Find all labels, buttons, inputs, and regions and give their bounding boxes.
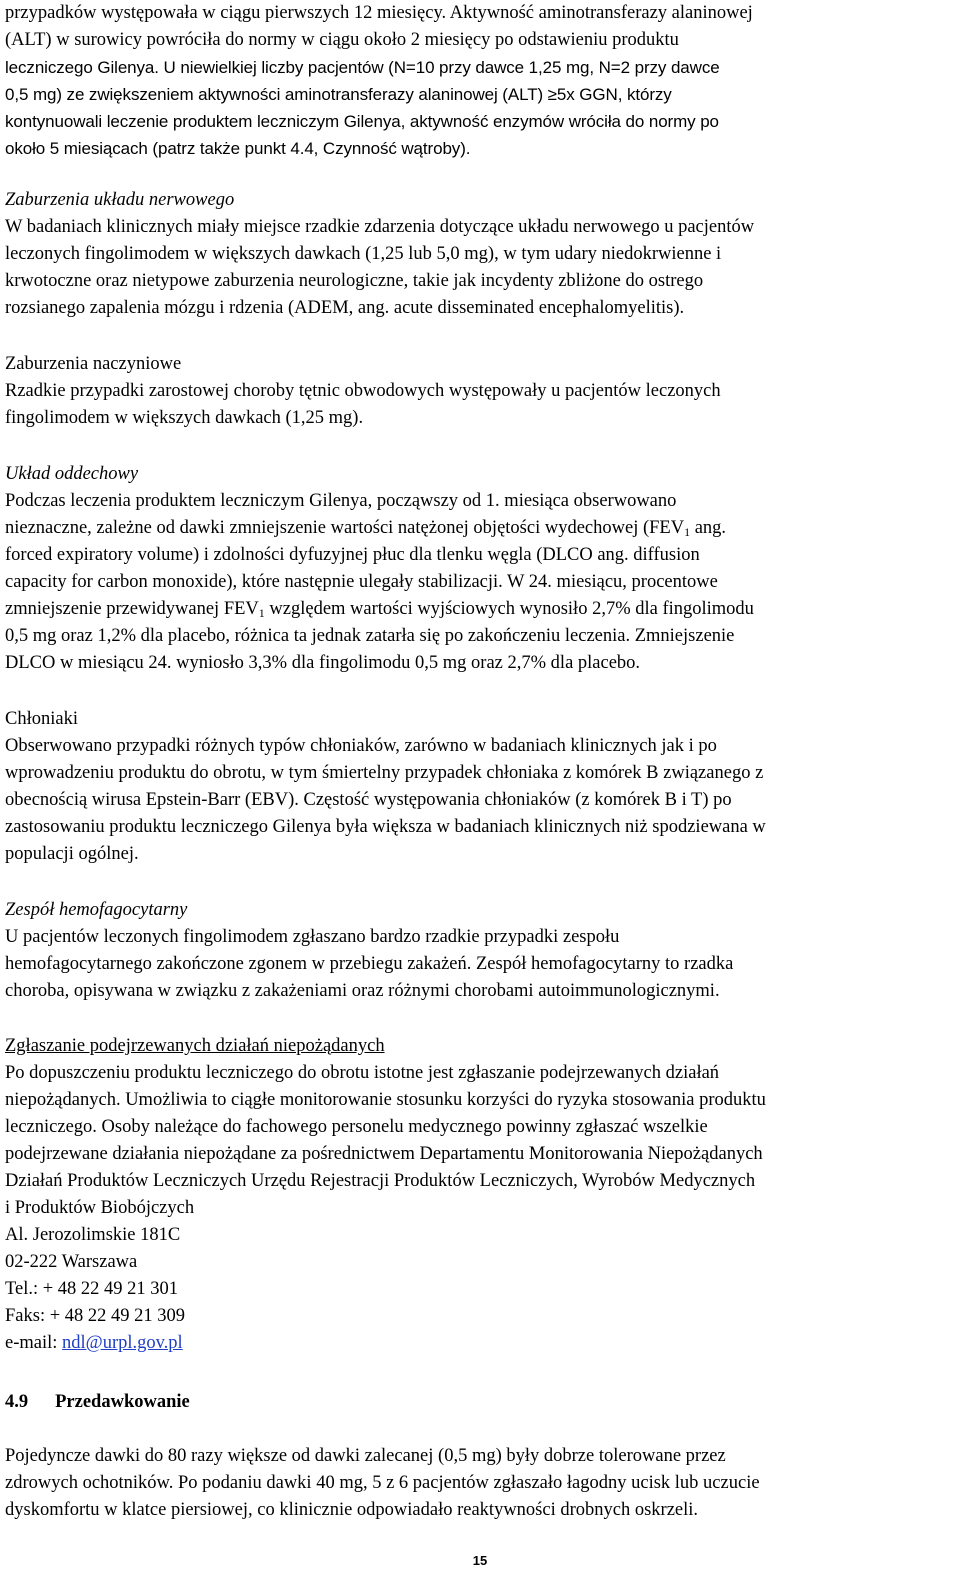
text-line: forced expiratory volume) i zdolności dyfuzyjnej płuc dla tlenku węgla (DLCO ang. diffusion <box>5 545 700 565</box>
respiratory-section <box>5 461 957 677</box>
page-number: 15 <box>472 1553 488 1568</box>
text-line: capacity for carbon monoxide), które następnie ulegały stabilizacji. W 24. miesiącu, procentowe <box>5 572 718 592</box>
text-fragment: względem wartości wyjściowych wynosiło 2,7% dla fingolimodu <box>264 599 754 619</box>
text-line: krwotoczne oraz nietypowe zaburzenia neurologiczne, takie jak incydenty zbliżone do ostrego <box>5 271 704 291</box>
text-line: Pojedyncze dawki do 80 razy większe od dawki zalecanej (0,5 mg) były dobrze tolerowane przez <box>5 1446 726 1466</box>
text-line: Działań Produktów Leczniczych Urzędu Rejestracji Produktów Leczniczych, Wyrobów Medycznych <box>5 1171 756 1191</box>
text-line: niepożądanych. Umożliwia to ciągłe monitorowanie stosunku korzyści do ryzyka stosowania produktu <box>5 1090 766 1110</box>
phone-line: Tel.: + 48 22 49 21 301 <box>5 1279 179 1299</box>
section-heading-hemophagocytic: Zespół hemofagocytarny <box>5 900 188 920</box>
text-line: Podczas leczenia produktem leczniczym Gilenya, począwszy od 1. miesiąca obserwowano <box>5 491 677 511</box>
section-heading-respiratory: Układ oddechowy <box>5 464 139 484</box>
vascular-section <box>5 351 957 432</box>
section-title: Przedawkowanie <box>55 1392 190 1412</box>
city-line: 02-222 Warszawa <box>5 1252 138 1272</box>
text-line: Obserwowano przypadki różnych typów chłoniaków, zarówno w badaniach klinicznych jak i po <box>5 736 717 756</box>
text-line: podejrzewane działania niepożądane za pośrednictwem Departamentu Monitorowania Niepożądanych <box>5 1144 763 1164</box>
email-link[interactable]: ndl@urpl.gov.pl <box>62 1333 183 1353</box>
text-line: Po dopuszczeniu produktu leczniczego do obrotu istotne jest zgłaszanie podejrzewanych działań <box>5 1063 720 1083</box>
text-line: leczniczego Gilenya. U niewielkiej liczby pacjentów (N=10 przy dawce 1,25 mg, N=2 przy dawce <box>5 58 720 77</box>
text-line: obecnością wirusa Epstein-Barr (EBV). Częstość występowania chłoniaków (z komórek B i T) po <box>5 790 732 810</box>
subscript: 1 <box>258 606 265 620</box>
text-line <box>5 515 957 542</box>
text-line: U pacjentów leczonych fingolimodem zgłaszano bardzo rzadkie przypadki zespołu <box>5 927 620 947</box>
subscript: 1 <box>684 525 691 539</box>
section-heading-reporting: Zgłaszanie podejrzewanych działań niepożądanych <box>5 1036 385 1056</box>
text-line: około 5 miesiącach (patrz także punkt 4.4, Czynność wątroby). <box>5 139 471 158</box>
text-line: zastosowaniu produktu leczniczego Gilenya była większa w badaniach klinicznych niż spodziewana w <box>5 817 766 837</box>
text-line: hemofagocytarnego zakończone zgonem w przebiegu zakażeń. Zespół hemofagocytarny to rzadka <box>5 954 734 974</box>
text-line: wprowadzeniu produktu do obrotu, w tym śmiertelny przypadek chłoniaka z komórek B związanego z <box>5 763 764 783</box>
intro-paragraph <box>5 0 957 162</box>
lymphoma-section <box>5 706 957 868</box>
email-line <box>5 1330 957 1357</box>
text-line: rozsianego zapalenia mózgu i rdzenia (ADEM, ang. acute disseminated encephalomyelitis). <box>5 298 685 318</box>
text-fragment: zmniejszenie przewidywanej FEV <box>5 599 259 619</box>
text-line: leczniczego. Osoby należące do fachowego personelu medycznego powinny zgłaszać wszelkie <box>5 1117 708 1137</box>
nervous-system-section <box>5 187 957 322</box>
text-line: i Produktów Biobójczych <box>5 1198 195 1218</box>
section-heading-overdose <box>5 1389 957 1416</box>
text-line: Rzadkie przypadki zarostowej choroby tętnic obwodowych występowały u pacjentów leczonych <box>5 381 721 401</box>
section-heading-vascular: Zaburzenia naczyniowe <box>5 354 182 374</box>
address-line: Al. Jerozolimskie 181C <box>5 1225 181 1245</box>
text-fragment: ang. <box>690 518 727 538</box>
text-line: kontynuowali leczenie produktem leczniczym Gilenya, aktywność enzymów wróciła do normy po <box>5 112 719 131</box>
text-line: choroba, opisywana w związku z zakażeniami oraz różnymi chorobami autoimmunologicznymi. <box>5 981 720 1001</box>
text-line: DLCO w miesiącu 24. wyniosło 3,3% dla fingolimodu 0,5 mg oraz 2,7% dla placebo. <box>5 653 641 673</box>
section-heading-nervous: Zaburzenia układu nerwowego <box>5 190 235 210</box>
section-heading-lymphoma: Chłoniaki <box>5 709 78 729</box>
reporting-section <box>5 1033 957 1357</box>
section-number: 4.9 <box>5 1392 29 1412</box>
fax-line: Faks: + 48 22 49 21 309 <box>5 1306 186 1326</box>
text-fragment: nieznaczne, zależne od dawki zmniejszenie wartości natężonej objętości wydechowej (FEV <box>5 518 685 538</box>
email-label: e-mail: <box>5 1333 63 1353</box>
text-line: 0,5 mg) ze zwiększeniem aktywności aminotransferazy alaninowej (ALT) ≥5x GGN, którzy <box>5 85 672 104</box>
hemophagocytic-section <box>5 897 957 1005</box>
text-line: populacji ogólnej. <box>5 844 139 864</box>
text-line <box>5 596 957 623</box>
text-line: leczonych fingolimodem w większych dawkach (1,25 lub 5,0 mg), w tym udary niedokrwienne i <box>5 244 722 264</box>
overdose-paragraph <box>5 1443 957 1524</box>
text-line: fingolimodem w większych dawkach (1,25 mg). <box>5 408 364 428</box>
text-line: 0,5 mg oraz 1,2% dla placebo, różnica ta jednak zatarła się po zakończeniu leczenia. Zmniejszenie <box>5 626 735 646</box>
text-line: (ALT) w surowicy powróciła do normy w ciągu około 2 miesięcy po odstawieniu produktu <box>5 30 679 50</box>
text-line: W badaniach klinicznych miały miejsce rzadkie zdarzenia dotyczące układu nerwowego u pacjentów <box>5 217 755 237</box>
text-line: przypadków występowała w ciągu pierwszych 12 miesięcy. Aktywność aminotransferazy alaninowej <box>5 3 753 23</box>
text-line: zdrowych ochotników. Po podaniu dawki 40 mg, 5 z 6 pacjentów zgłaszało łagodny ucisk lub uczucie <box>5 1473 760 1493</box>
text-line: dyskomfortu w klatce piersiowej, co klinicznie odpowiadało reaktywności drobnych oskrzeli. <box>5 1500 699 1520</box>
